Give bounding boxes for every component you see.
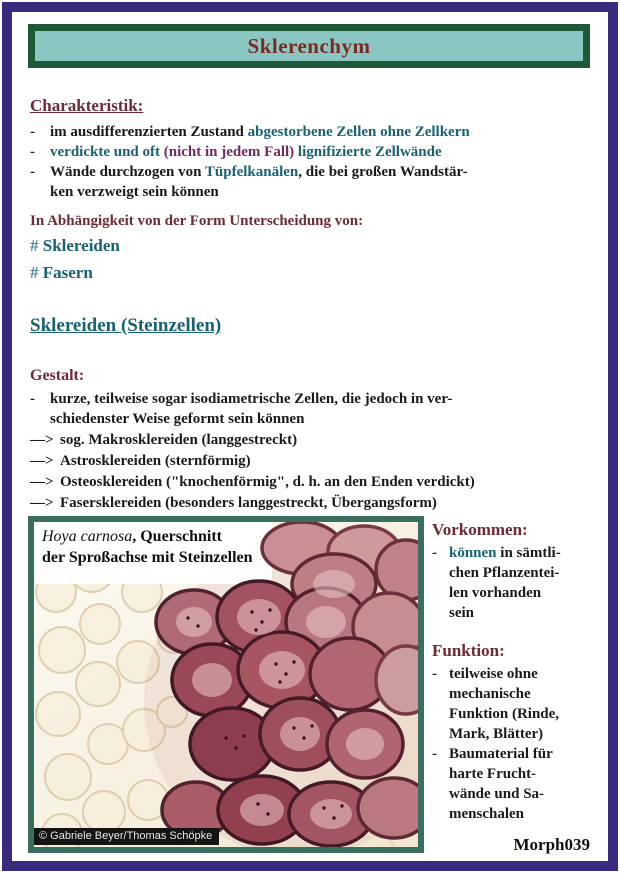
list-item [30,451,596,472]
funktion-line: mechanische [449,686,531,702]
bullet-dash: - [30,164,35,180]
gestalt-b1-line1: kurze, teilweise sogar isodiametrische Zellen, die jedoch in ver- [50,391,453,407]
bullet-dash: - [432,746,437,762]
list-item [432,744,596,824]
arrow-marker: —> [30,495,54,511]
slide-code: Morph039 [513,835,590,854]
hash-symbol: # [30,236,39,255]
bullet-dash: - [30,391,35,407]
charakteristik-b3-post: , die bei großen Wandstär- [298,164,468,180]
list-item [30,430,596,451]
micrograph-figure [28,516,424,853]
sklereid-type: sog. Makrosklereiden (langgestreckt) [60,432,298,448]
section-heading-funktion: Funktion: [432,641,505,660]
section-heading-sklereiden: Sklereiden (Steinzellen) [30,315,222,336]
charakteristik-list [30,122,592,202]
form-item-label: Fasern [42,263,93,282]
list-item [30,472,596,493]
arrow-marker: —> [30,432,54,448]
page-title: Sklerenchym [247,33,371,58]
list-item [30,142,592,162]
micrograph-image [34,522,418,847]
list-item [30,493,596,514]
form-item-fasern [30,263,93,283]
gestalt-list [30,389,596,429]
form-item-label: Sklereiden [42,236,120,255]
sklereid-type: Fasersklereiden (besonders langgestreckt, Übergangsform) [60,495,437,511]
charakteristik-b2-plum: (nicht in jedem Fall) [163,144,295,160]
funktion-line: Mark, Blätter) [449,726,544,742]
list-item [432,543,596,623]
charakteristik-b3-highlight: Tüpfelkanälen [204,164,299,180]
funktion-line: Funktion (Rinde, [449,706,560,722]
bullet-dash: - [30,144,35,160]
gestalt-b1-line2: schiedenster Weise geformt sein können [50,411,305,427]
funktion-line: menschalen [449,806,524,822]
funktion-line: wände und Sa- [449,786,545,802]
figure-caption [42,526,292,568]
arrow-marker: —> [30,453,54,469]
list-item [432,664,596,744]
section-heading-vorkommen: Vorkommen: [432,520,528,539]
charakteristik-b1-highlight: abgestorbene Zellen ohne Zellkern [247,124,470,140]
vorkommen-highlight: können [449,545,497,561]
charakteristik-b2-teal2: lignifizierte Zellwände [294,144,442,160]
funktion-line: Baumaterial für [449,746,553,762]
charakteristik-b3-line2: ken verzweigt sein können [50,184,219,200]
funktion-list [432,664,596,824]
title-bar [28,24,590,68]
figure-credit: © Gabriele Beyer/Thomas Schöpke [34,828,219,845]
sklereid-type: Astrosklereiden (sternförmig) [60,453,251,469]
list-item [30,162,592,182]
hash-symbol: # [30,263,39,282]
species-name: Hoya carnosa [42,528,133,545]
vorkommen-rest: in sämtli- [496,545,561,561]
bullet-dash: - [432,666,437,682]
funktion-line: harte Frucht- [449,766,537,782]
bullet-dash: - [432,545,437,561]
charakteristik-b3-pre: Wände durchzogen von [50,164,205,180]
arrow-marker: —> [30,474,54,490]
vorkommen-list [432,543,596,623]
funktion-line: teilweise ohne [449,666,538,682]
form-intro: In Abhängigkeit von der Form Unterscheidung von: [30,213,364,229]
vorkommen-line: chen Pflanzentei- [449,565,560,581]
section-heading-gestalt: Gestalt: [30,367,85,384]
form-item-sklereiden [30,236,120,256]
right-column [432,520,596,824]
section-heading-charakteristik: Charakteristik: [30,96,144,115]
sklereid-type: Osteosklereiden ("knochenförmig", d. h. an den Enden verdickt) [60,474,475,490]
caption-rest: , Querschnitt [132,528,222,545]
caption-line2: der Sproßachse mit Steinzellen [42,549,253,566]
charakteristik-b2-teal1: verdickte und oft [50,144,164,160]
charakteristik-b1-text: im ausdifferenzierten Zustand [50,124,248,140]
bullet-dash: - [30,124,35,140]
list-item [30,389,596,409]
vorkommen-line: sein [449,605,475,621]
list-item [30,122,592,142]
sklereid-types-list [30,430,596,514]
vorkommen-line: len vorhanden [449,585,542,601]
